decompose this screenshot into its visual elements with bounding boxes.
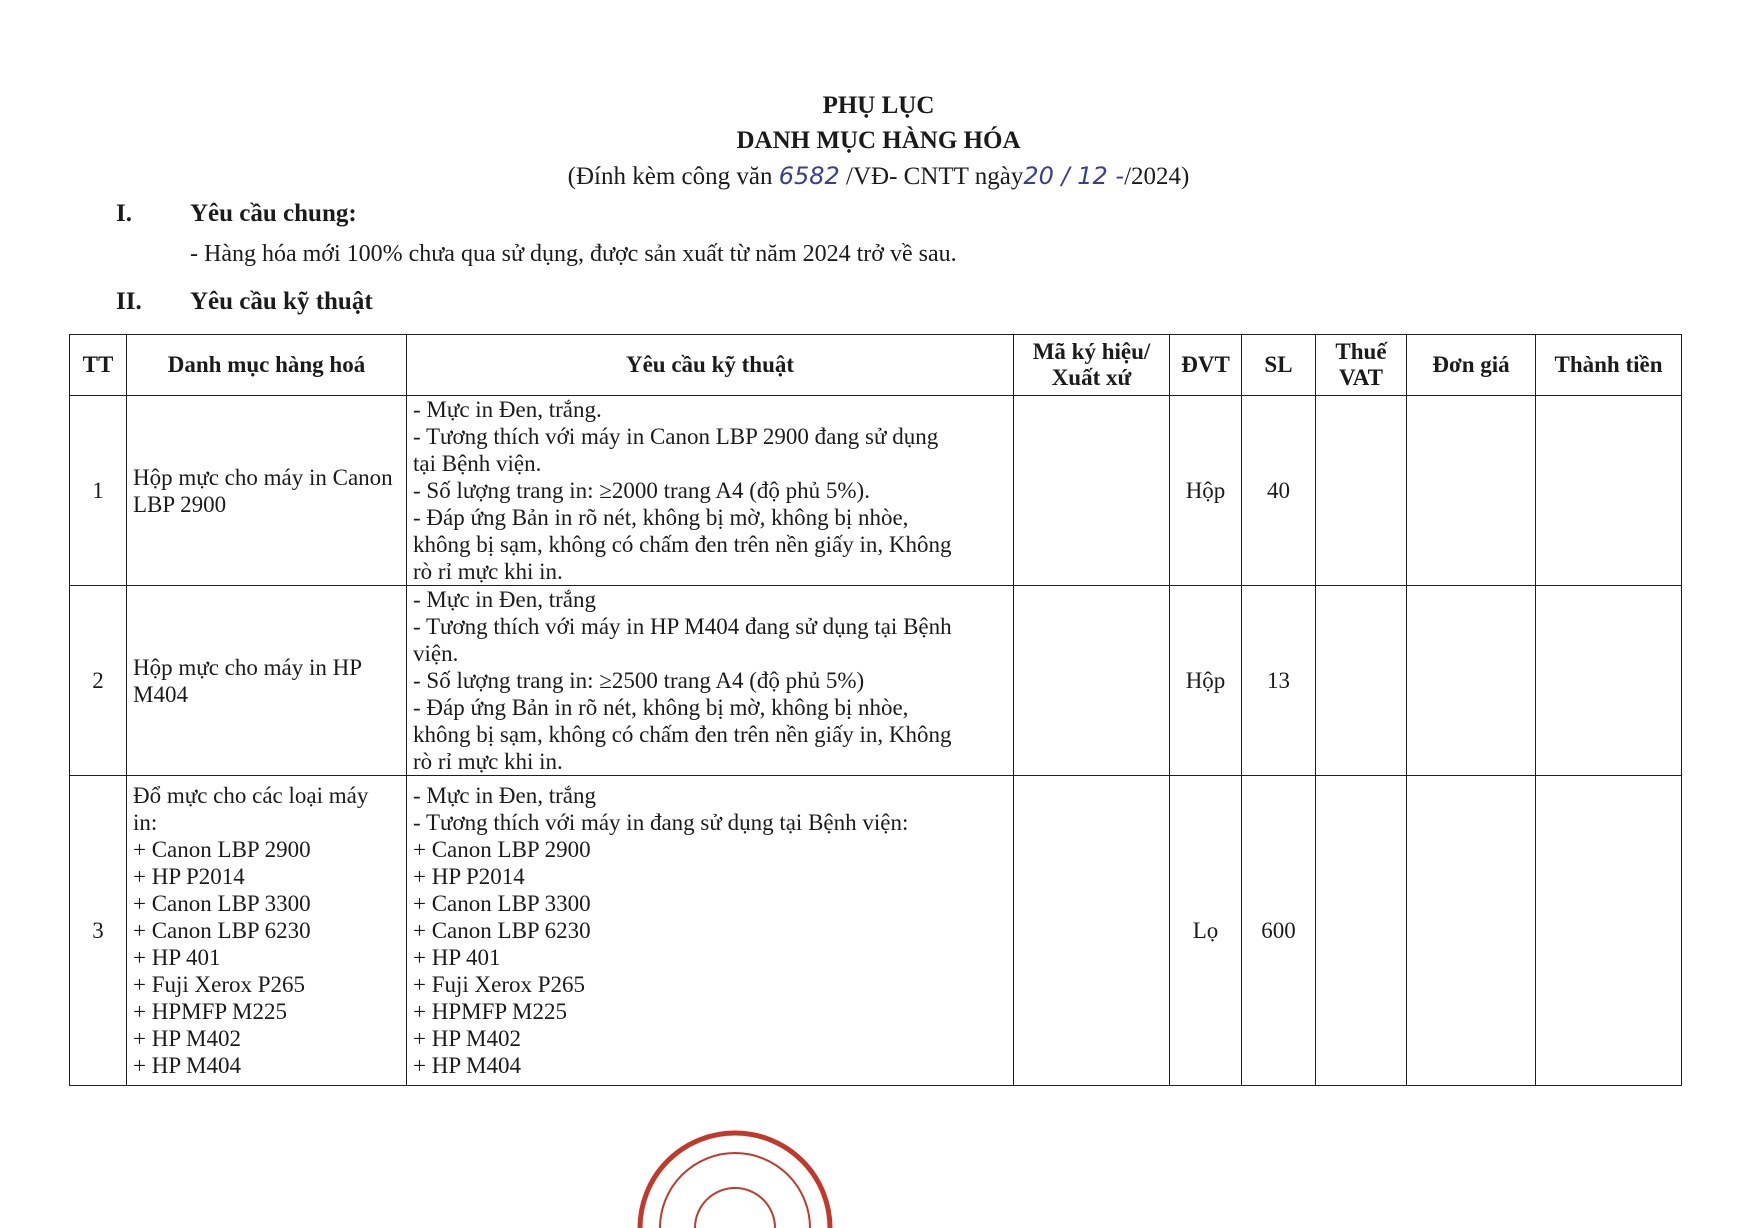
spec-line: + Canon LBP 6230 — [413, 918, 591, 943]
table-row — [70, 776, 1682, 1086]
document-heading: DANH MỤC HÀNG HÓA — [736, 127, 1021, 154]
reference-suffix: /2024) — [1124, 163, 1190, 190]
cell-name: Hộp mực cho máy in HP M404 — [127, 586, 407, 776]
name-line: + HP 401 — [133, 945, 221, 970]
cell-unit: Hộp — [1170, 586, 1242, 776]
header-name: Danh mục hàng hoá — [127, 335, 407, 396]
cell-price — [1407, 776, 1536, 1086]
spec-line: + HP M404 — [413, 1053, 521, 1078]
spec-line: - Số lượng trang in: ≥2500 trang A4 (độ phủ 5%) — [413, 668, 865, 693]
section-label: Yêu cầu kỹ thuật — [190, 288, 373, 315]
table-header-row — [70, 335, 1682, 396]
spec-line: + HP M402 — [413, 1026, 521, 1051]
document-reference — [0, 162, 1757, 191]
cell-code — [1014, 586, 1170, 776]
reference-prefix: (Đính kèm công văn — [567, 163, 779, 190]
header-vat-line2: VAT — [1339, 365, 1383, 390]
cell-code — [1014, 396, 1170, 586]
header-qty: SL — [1242, 335, 1316, 396]
cell-price — [1407, 396, 1536, 586]
cell-tt: 2 — [70, 586, 127, 776]
handwritten-doc-number: 6582 — [778, 162, 840, 190]
spec-line: - Số lượng trang in: ≥2000 trang A4 (độ phủ 5%). — [413, 478, 870, 503]
spec-line: - Mực in Đen, trắng. — [413, 397, 602, 422]
table-row — [70, 586, 1682, 776]
cell-qty: 13 — [1242, 586, 1316, 776]
general-requirement: - Hàng hóa mới 100% chưa qua sử dụng, được sản xuất từ năm 2024 trở về sau. — [190, 241, 957, 267]
spec-line: - Tương thích với máy in Canon LBP 2900 đang sử dụng — [413, 424, 939, 449]
spec-line: - Mực in Đen, trắng — [413, 587, 597, 612]
header-spec: Yêu cầu kỹ thuật — [407, 335, 1014, 396]
spec-line: rò rỉ mực khi in. — [413, 749, 563, 774]
stamp-outer-ring — [640, 1133, 830, 1228]
header-unit: ĐVT — [1170, 335, 1242, 396]
spec-line: - Đáp ứng Bản in rõ nét, không bị mờ, không bị nhòe, — [413, 505, 909, 530]
name-line: in: — [133, 810, 158, 835]
header-total: Thành tiền — [1536, 335, 1682, 396]
spec-line: + HP P2014 — [413, 864, 525, 889]
name-line: + Canon LBP 2900 — [133, 837, 311, 862]
cell-spec — [407, 776, 1014, 1086]
name-line: + HP M402 — [133, 1026, 241, 1051]
handwritten-date: 20 / 12 - — [1023, 162, 1125, 190]
cell-total — [1536, 776, 1682, 1086]
spec-line: + HPMFP M225 — [413, 999, 568, 1024]
section-label: Yêu cầu chung: — [190, 200, 357, 227]
spec-line: - Đáp ứng Bản in rõ nét, không bị mờ, không bị nhòe, — [413, 695, 909, 720]
name-line: + HP P2014 — [133, 864, 245, 889]
spec-line: - Tương thích với máy in HP M404 đang sử dụng tại Bệnh — [413, 614, 952, 639]
header-code-line1: Mã ký hiệu/ — [1032, 339, 1151, 364]
document-title: PHỤ LỤC — [822, 92, 935, 119]
cell-tt: 1 — [70, 396, 127, 586]
cell-qty: 600 — [1242, 776, 1316, 1086]
cell-spec — [407, 586, 1014, 776]
header-tt: TT — [70, 335, 127, 396]
spec-line: - Mực in Đen, trắng — [413, 783, 597, 808]
cell-total — [1536, 586, 1682, 776]
cell-vat — [1316, 396, 1407, 586]
name-line: Đổ mực cho các loại máy — [133, 783, 369, 808]
name-line: + HP M404 — [133, 1053, 241, 1078]
table-row — [70, 396, 1682, 586]
section-number: I. — [116, 200, 132, 227]
spec-line: + Fuji Xerox P265 — [413, 972, 586, 997]
header-price: Đơn giá — [1407, 335, 1536, 396]
cell-name — [127, 776, 407, 1086]
spec-line: không bị sạm, không có chấm đen trên nền giấy in, Không — [413, 532, 952, 557]
header-code — [1014, 335, 1170, 396]
cell-price — [1407, 586, 1536, 776]
cell-vat — [1316, 586, 1407, 776]
name-line: + Canon LBP 3300 — [133, 891, 311, 916]
cell-vat — [1316, 776, 1407, 1086]
spec-line: không bị sạm, không có chấm đen trên nền giấy in, Không — [413, 722, 952, 747]
header-vat-line1: Thuế — [1335, 339, 1387, 364]
spec-line: - Tương thích với máy in đang sử dụng tại Bệnh viện: — [413, 810, 909, 835]
spec-line: + Canon LBP 2900 — [413, 837, 591, 862]
cell-unit: Lọ — [1170, 776, 1242, 1086]
name-line: + Canon LBP 6230 — [133, 918, 311, 943]
cell-code — [1014, 776, 1170, 1086]
cell-name: Hộp mực cho máy in Canon LBP 2900 — [127, 396, 407, 586]
header-vat — [1316, 335, 1407, 396]
stamp-inner-ring — [660, 1153, 810, 1228]
cell-tt: 3 — [70, 776, 127, 1086]
cell-unit: Hộp — [1170, 396, 1242, 586]
spec-line: viện. — [413, 641, 459, 666]
spec-line: + Canon LBP 3300 — [413, 891, 591, 916]
stamp-center-ring — [695, 1188, 775, 1228]
name-line: + HPMFP M225 — [133, 999, 288, 1024]
spec-line: rò rỉ mực khi in. — [413, 559, 563, 584]
header-code-line2: Xuất xứ — [1051, 365, 1132, 390]
reference-mid: /VĐ- CNTT ngày — [839, 163, 1024, 190]
spec-line: + HP 401 — [413, 945, 501, 970]
spec-line: tại Bệnh viện. — [413, 451, 542, 476]
section-number: II. — [116, 288, 142, 315]
red-seal-stamp — [625, 1108, 845, 1228]
name-line: + Fuji Xerox P265 — [133, 972, 306, 997]
cell-total — [1536, 396, 1682, 586]
cell-qty: 40 — [1242, 396, 1316, 586]
cell-spec — [407, 396, 1014, 586]
goods-table — [69, 334, 1682, 1086]
